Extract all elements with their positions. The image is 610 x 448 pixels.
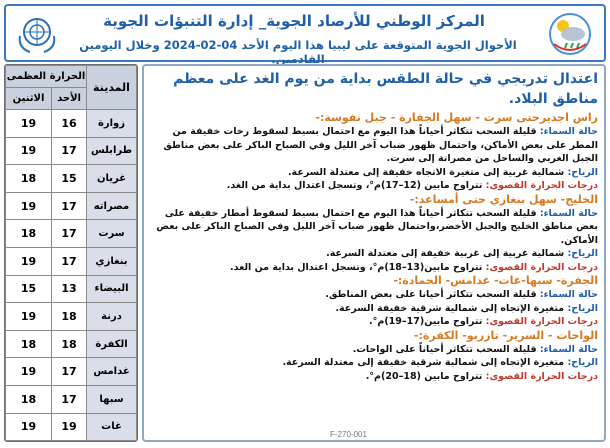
table-row bbox=[6, 413, 137, 441]
day1-header: الأحد bbox=[52, 88, 87, 110]
wind-label: الرياح: bbox=[567, 248, 598, 259]
wind-text: متغيرة الإتجاه إلى شمالية شرقية خفيفة إلى معتدلة السرعة. bbox=[282, 357, 565, 368]
wind-line bbox=[148, 166, 598, 180]
table-row bbox=[6, 165, 137, 193]
sky-text: قليلة السحب تتكاثر أحياناً هذا اليوم مع احتمال بسيط لسقوط أمطار خفيفة على بعض مناطق الخليج والجبل الأخضر،واحتمال ظهور ضباب آخر الليل وفي الصباح الباكر على بعض الأماكن. bbox=[156, 207, 598, 246]
form-code: F-270-001 bbox=[330, 430, 367, 439]
temp-cell: 18 bbox=[6, 385, 52, 413]
temp-cell: 18 bbox=[6, 220, 52, 248]
wind-label: الرياح: bbox=[567, 302, 598, 314]
forecast-headline: اعتدال تدريجي في حالة الطقس بداية من يوم الغد على معظم مناطق البلاد. bbox=[173, 71, 598, 107]
region-title: الخليج- سهل بنغازي حتى أمساعد:- bbox=[409, 192, 598, 206]
temp-line bbox=[148, 370, 598, 384]
temp-cell: 18 bbox=[6, 165, 52, 193]
temp-cell: 15 bbox=[6, 275, 52, 303]
city-cell: درنة bbox=[87, 303, 137, 331]
city-cell: مصراته bbox=[87, 192, 137, 220]
sky-line bbox=[148, 288, 598, 302]
temp-text: تتراوح مابين (18–20)م°. bbox=[365, 370, 483, 382]
weather-logo-icon bbox=[544, 10, 596, 58]
table-row bbox=[6, 358, 137, 386]
sky-text: قليلة السحب تتكاثر أحيانا على بعض المناطق. bbox=[325, 289, 537, 300]
temp-line bbox=[148, 261, 598, 275]
header bbox=[4, 4, 606, 66]
temp-text: تتراوح مابين(17–19)م°. bbox=[369, 316, 483, 327]
sky-line bbox=[148, 343, 598, 357]
temp-cell: 19 bbox=[6, 358, 52, 386]
temp-line bbox=[148, 179, 598, 193]
temp-cell: 18 bbox=[6, 330, 52, 358]
wind-line bbox=[148, 302, 598, 316]
table-row bbox=[6, 385, 137, 413]
wind-line bbox=[148, 247, 598, 261]
region-title: الواحات - السرير- تازربو- الكفرة:- bbox=[413, 328, 598, 342]
wind-text: شمالية غربية إلى متغيرة الاتجاه خفيفة إلى معتدلة السرعة. bbox=[287, 166, 565, 178]
sky-label: حالة السماء: bbox=[539, 207, 598, 219]
temp-label: درجات الحرارة القصوى: bbox=[485, 370, 598, 382]
header-title: المركز الوطني للأرصاد الجوية_ إدارة التنبؤات الجوية bbox=[103, 12, 485, 30]
header-subtitle: الأحوال الجوية المتوقعة على ليبيا هذا اليوم الأحد 04-02-2024 وخلال اليومين القادمين. bbox=[79, 38, 517, 66]
table-row bbox=[6, 192, 137, 220]
sky-text: قليلة السحب تتكاثر أحياناً على الواحات. bbox=[352, 343, 537, 355]
temp-cell: 16 bbox=[52, 110, 87, 138]
temp-text: تتراوح مابين(13–18)م°، وتسجل اعتدال بداية من الغد. bbox=[230, 261, 483, 273]
table-row bbox=[6, 110, 137, 138]
temp-cell: 17 bbox=[52, 358, 87, 386]
city-cell: الكفرة bbox=[87, 330, 137, 358]
temp-cell: 19 bbox=[6, 247, 52, 275]
sky-label: حالة السماء: bbox=[539, 289, 598, 300]
temp-label: درجات الحرارة القصوى: bbox=[485, 316, 598, 327]
temp-cell: 18 bbox=[52, 303, 87, 331]
forecast-panel bbox=[142, 64, 606, 442]
temp-label: درجات الحرارة القصوى: bbox=[485, 261, 598, 273]
table-row bbox=[6, 275, 137, 303]
city-cell: سرت bbox=[87, 220, 137, 248]
temp-label: درجات الحرارة القصوى: bbox=[485, 180, 598, 191]
region-title: الجفرة- سبها-غات- غدامس- الحمادة:- bbox=[393, 274, 598, 287]
wind-label: الرياح: bbox=[567, 357, 598, 368]
temp-cell: 19 bbox=[6, 110, 52, 138]
city-cell: طرابلس bbox=[87, 137, 137, 165]
wind-line bbox=[148, 356, 598, 370]
table-row bbox=[6, 137, 137, 165]
table-row bbox=[6, 330, 137, 358]
city-cell: غات bbox=[87, 413, 137, 441]
wmo-logo-icon bbox=[14, 12, 60, 56]
wind-text: شمالية غربية إلى غربية خفيفة إلى معتدلة السرعة. bbox=[326, 248, 565, 259]
temp-cell: 17 bbox=[52, 385, 87, 413]
temp-line bbox=[148, 315, 598, 329]
temp-cell: 18 bbox=[52, 330, 87, 358]
city-column-header: المدينة bbox=[87, 66, 137, 110]
wind-label: الرياح: bbox=[567, 166, 598, 178]
max-temp-header: الحرارة العظمى bbox=[6, 66, 87, 88]
city-cell: بنغازي bbox=[87, 247, 137, 275]
temp-cell: 19 bbox=[6, 413, 52, 441]
city-cell: زوارة bbox=[87, 110, 137, 138]
day2-header: الاثنين bbox=[6, 88, 52, 110]
sky-label: حالة السماء: bbox=[539, 343, 598, 355]
temp-cell: 17 bbox=[52, 192, 87, 220]
temp-cell: 17 bbox=[52, 247, 87, 275]
region-title: راس اجديرحتى سرت - سهل الجفارة - جبل نفوسة:- bbox=[315, 111, 598, 124]
temp-cell: 19 bbox=[52, 413, 87, 441]
city-cell: غريان bbox=[87, 165, 137, 193]
temp-cell: 13 bbox=[52, 275, 87, 303]
temp-cell: 19 bbox=[6, 303, 52, 331]
city-cell: سبها bbox=[87, 385, 137, 413]
sky-text: قليلة السحب تتكاثر أحياناً هذا اليوم مع احتمال بسيط لسقوط رخات خفيفة من المطر على بعض الأماكن، واحتمال ظهور ضباب آخر الليل وفي الصباح الباكر على بعض مناطق الجبل الغربي والساحل من مصراتة إلى سرت. bbox=[163, 126, 598, 164]
temp-cell: 17 bbox=[52, 220, 87, 248]
table-row bbox=[6, 303, 137, 331]
temp-cell: 17 bbox=[52, 137, 87, 165]
temp-cell: 15 bbox=[52, 165, 87, 193]
temp-cell: 19 bbox=[6, 137, 52, 165]
wind-text: متغيرة الإتجاه إلى شمالية شرقية خفيفة السرعة. bbox=[335, 302, 565, 314]
table-row bbox=[6, 220, 137, 248]
sky-line bbox=[148, 207, 598, 248]
temp-cell: 19 bbox=[6, 192, 52, 220]
table-row bbox=[6, 247, 137, 275]
city-cell: البيضاء bbox=[87, 275, 137, 303]
max-temp-table bbox=[4, 64, 138, 442]
sky-label: حالة السماء: bbox=[539, 126, 598, 137]
sky-line bbox=[148, 125, 598, 166]
city-cell: غدامس bbox=[87, 358, 137, 386]
temp-text: تتراوح مابين (12–17)م°، وتسجل اعتدال بداية من الغد. bbox=[226, 180, 483, 191]
